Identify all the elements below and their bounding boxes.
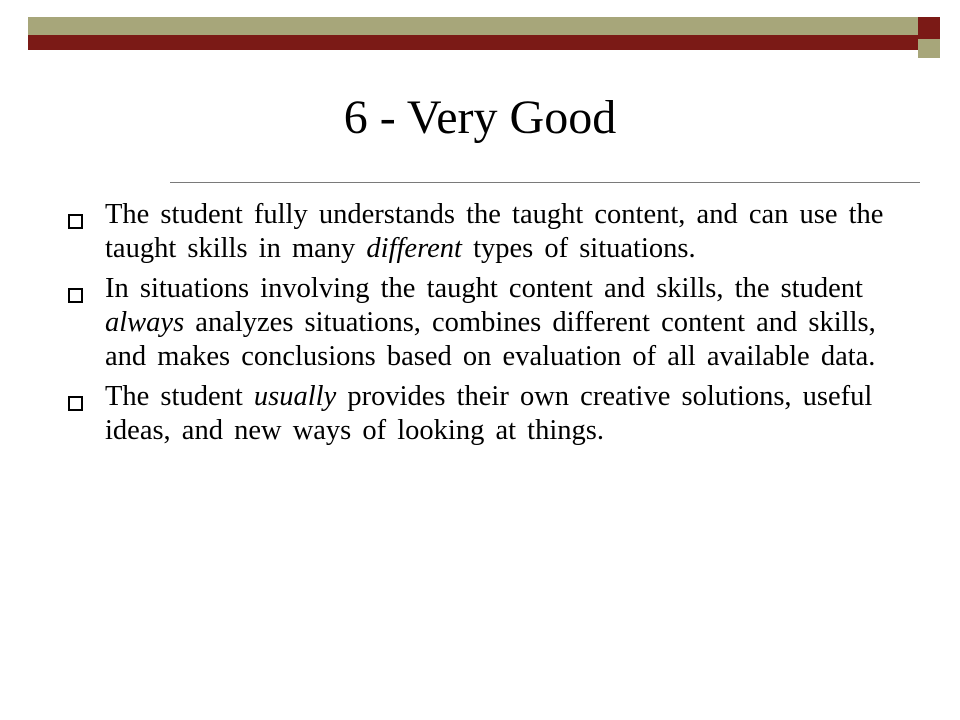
bullet-text-segment: The student fully understands the taught content, and can use the taught skills in many (105, 199, 884, 264)
slide-title: 6 - Very Good (343, 91, 617, 144)
square-bullet-icon (68, 396, 83, 411)
bullet-text (105, 380, 908, 448)
corner-square-olive (918, 39, 940, 58)
bullet-item (68, 198, 908, 266)
corner-square-maroon (918, 17, 940, 39)
header-bar-maroon (28, 35, 918, 50)
bullet-text (105, 198, 908, 266)
bullet-text (105, 272, 908, 374)
square-bullet-icon (68, 288, 83, 303)
bullet-item (68, 272, 908, 374)
bullet-text-emphasis: always (105, 307, 185, 338)
bullet-text-segment: provides their own creative solutions, useful ideas, and new ways of looking at things. (105, 381, 873, 446)
bullet-text-emphasis: usually (253, 381, 337, 412)
bullet-text-segment: The student (105, 381, 254, 412)
bullet-text-segment: In situations involving the taught content and skills, the student (105, 273, 863, 304)
bullet-list (68, 198, 908, 454)
square-bullet-icon (68, 214, 83, 229)
bullet-text-emphasis: different (366, 233, 462, 264)
bullet-text-segment: types of situations. (461, 233, 696, 264)
header-bar-olive (28, 17, 918, 35)
title-divider (170, 182, 920, 183)
bullet-item (68, 380, 908, 448)
bullet-text-segment: analyzes situations, combines different content and skills, and makes conclusions based on evaluation of all available data. (105, 307, 876, 372)
